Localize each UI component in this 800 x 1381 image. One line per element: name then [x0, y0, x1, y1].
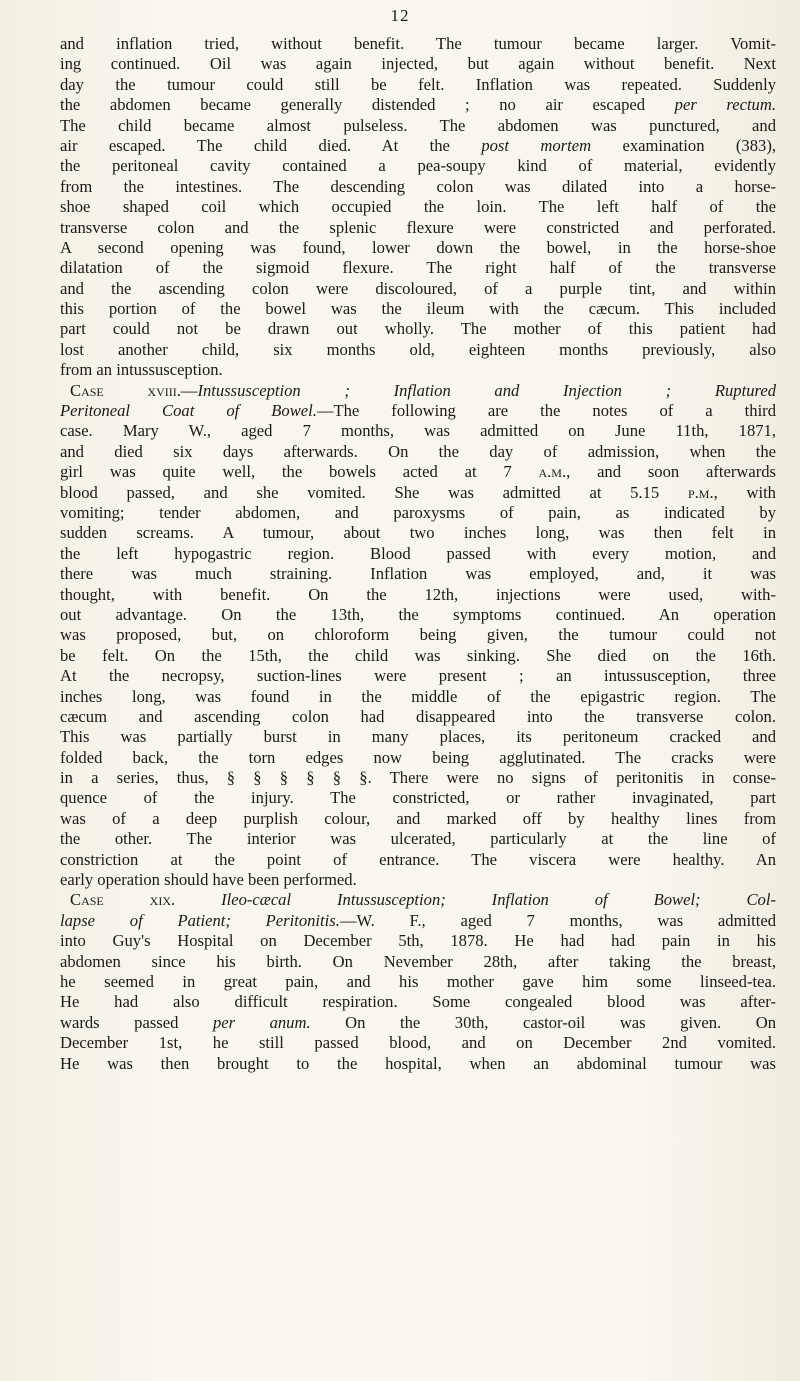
text-span: transverse colon and the splenic flexure were constricted and perforated. [60, 217, 776, 237]
text-line [60, 116, 776, 136]
text-span: — [180, 380, 198, 400]
text-span: constriction at the point of entrance. The viscera were healthy. An [60, 849, 776, 869]
text-line [60, 1013, 776, 1033]
text-line [60, 360, 776, 380]
text-span: On the 30th, castor-oil was given. On [310, 1012, 776, 1032]
text-line [60, 136, 776, 156]
text-span: case. Mary W., aged 7 months, was admitted on June 11th, 1871, [60, 421, 776, 441]
text-span: dilatation of the sigmoid flexure. The right half of the transverse [60, 258, 776, 278]
text-line [60, 768, 776, 788]
text-span: vomiting; tender abdomen, and paroxysms of pain, as indicated by [60, 502, 776, 522]
body-text [60, 34, 776, 1074]
text-span: lost another child, six months old, eighteen months previously, also [60, 339, 776, 359]
text-line [60, 54, 776, 74]
text-span: was proposed, but, on chloroform being given, the tumour could not [60, 625, 776, 645]
text-span: He was then brought to the hospital, when an abdominal tumour was [60, 1053, 776, 1073]
text-line [60, 95, 776, 115]
text-span: abdomen since his birth. On Nevember 28th, after taking the breast, [60, 951, 776, 971]
text-span: examination (383), [591, 135, 776, 155]
text-line [60, 156, 776, 176]
text-line [60, 340, 776, 360]
text-span: into Guy's Hospital on December 5th, 1878. He had had pain in his [60, 931, 776, 951]
text-span: in a series, thus, § § § § § §. There were no signs of peritonitis in conse- [60, 768, 776, 788]
text-span: from an intussusception. [60, 360, 223, 380]
text-line [60, 625, 776, 645]
case-heading-text: a.m. [538, 462, 567, 482]
case-heading-text: Case xix. [70, 890, 176, 910]
text-span: He had also difficult respiration. Some congealed blood was after- [60, 992, 776, 1012]
text-line [60, 34, 776, 54]
text-span: early operation should have been performed. [60, 870, 357, 890]
text-span: from the intestines. The descending colon was dilated into a horse- [60, 176, 776, 196]
italic-text: lapse of Patient; Peritonitis. [60, 910, 340, 930]
text-span: shoe shaped coil which occupied the loin. The left half of the [60, 197, 776, 217]
text-line [60, 564, 776, 584]
text-line [60, 1033, 776, 1053]
text-line [60, 646, 776, 666]
text-line [60, 483, 776, 503]
text-line [60, 258, 776, 278]
text-line [60, 401, 776, 421]
italic-text: post mortem [481, 135, 592, 155]
text-line [60, 911, 776, 931]
text-span: part could not be drawn out wholly. The mother of this patient had [60, 319, 776, 339]
text-line [60, 829, 776, 849]
italic-text: Peritoneal Coat of Bowel. [60, 401, 317, 421]
text-line [60, 727, 776, 747]
text-span: day the tumour could still be felt. Inflation was repeated. Suddenly [60, 74, 776, 94]
text-line [60, 666, 776, 686]
text-span: —The following are the notes of a third [316, 401, 776, 421]
italic-text: per anum. [212, 1012, 311, 1032]
text-span: quence of the injury. The constricted, or rather invaginated, part [60, 788, 776, 808]
italic-text: Ileo-cæcal Intussusception; Inflation of Bowel; Col- [221, 890, 776, 910]
italic-text: per rectum. [674, 95, 776, 115]
text-line [60, 850, 776, 870]
text-span: —W. F., aged 7 months, was admitted [339, 910, 776, 930]
text-span: and inflation tried, without benefit. The tumour became larger. Vomit- [60, 34, 776, 53]
text-line [60, 605, 776, 625]
text-line [60, 197, 776, 217]
text-span: , and soon afterwards [566, 462, 776, 482]
text-line [60, 319, 776, 339]
text-line [60, 442, 776, 462]
text-line [60, 931, 776, 951]
text-span: and died six days afterwards. On the day of admission, when the [60, 441, 776, 461]
text-span: the other. The interior was ulcerated, particularly at the line of [60, 829, 776, 849]
text-line [60, 585, 776, 605]
text-span: the left hypogastric region. Blood passed with every motion, and [60, 543, 776, 563]
text-line [60, 177, 776, 197]
text-line [60, 952, 776, 972]
text-span: he seemed in great pain, and his mother gave him some linseed-tea. [60, 971, 776, 991]
text-span: cæcum and ascending colon had disappeared into the transverse colon. [60, 706, 776, 726]
text-span: air escaped. The child died. At the [60, 135, 482, 155]
text-line [60, 381, 776, 401]
text-line [60, 707, 776, 727]
text-span: folded back, the torn edges now being agglutinated. The cracks were [60, 747, 776, 767]
text-line [60, 992, 776, 1012]
text-line [60, 788, 776, 808]
text-span: girl was quite well, the bowels acted at 7 [60, 462, 539, 482]
text-line [60, 75, 776, 95]
text-span: and the ascending colon were discoloured, of a purple tint, and within [60, 278, 776, 298]
text-span: there was much straining. Inflation was employed, and, it was [60, 564, 776, 584]
text-line [60, 218, 776, 238]
text-line [60, 421, 776, 441]
text-span: December 1st, he still passed blood, and on December 2nd vomited. [60, 1033, 776, 1053]
text-span: be felt. On the 15th, the child was sinking. She died on the 16th. [60, 645, 776, 665]
text-span: this portion of the bowel was the ileum with the cæcum. This included [60, 299, 776, 319]
text-line [60, 462, 776, 482]
text-span: was of a deep purplish colour, and marked off by healthy lines from [60, 808, 776, 828]
text-span: thought, with benefit. On the 12th, injections were used, with- [60, 584, 776, 604]
text-span: At the necropsy, suction-lines were present ; an intussusception, three [60, 666, 776, 686]
text-span: inches long, was found in the middle of the epigastric region. The [60, 686, 776, 706]
text-span: The child became almost pulseless. The abdomen was punctured, and [60, 115, 776, 135]
page-number: 12 [390, 6, 410, 25]
text-line [60, 687, 776, 707]
text-line [60, 809, 776, 829]
case-heading-text: Case xviii. [70, 380, 181, 400]
text-span: the peritoneal cavity contained a pea-soupy kind of material, evidently [60, 156, 776, 176]
text-span: , with [713, 482, 776, 502]
italic-text: Intussusception ; Inflation and Injection ; Ruptured [197, 380, 776, 400]
text-line [60, 279, 776, 299]
text-span: out advantage. On the 13th, the symptoms continued. An operation [60, 604, 776, 624]
text-span: sudden screams. A tumour, about two inches long, was then felt in [60, 523, 776, 543]
text-line [60, 972, 776, 992]
text-span: This was partially burst in many places, its peritoneum cracked and [60, 727, 776, 747]
text-line [60, 1054, 776, 1074]
text-span: A second opening was found, lower down the bowel, in the horse-shoe [60, 237, 776, 257]
text-span [175, 890, 221, 909]
text-line [60, 503, 776, 523]
text-span: blood passed, and she vomited. She was admitted at 5.15 [60, 482, 688, 502]
text-line [60, 544, 776, 564]
text-line [60, 523, 776, 543]
text-line [60, 748, 776, 768]
text-span: ing continued. Oil was again injected, but again without benefit. Next [60, 54, 776, 74]
text-span: the abdomen became generally distended ; no air escaped [60, 95, 675, 115]
text-line [60, 299, 776, 319]
text-line [60, 238, 776, 258]
text-line [60, 890, 776, 910]
text-line [60, 870, 776, 890]
case-heading-text: p.m. [687, 482, 714, 502]
text-span: wards passed [60, 1012, 213, 1032]
